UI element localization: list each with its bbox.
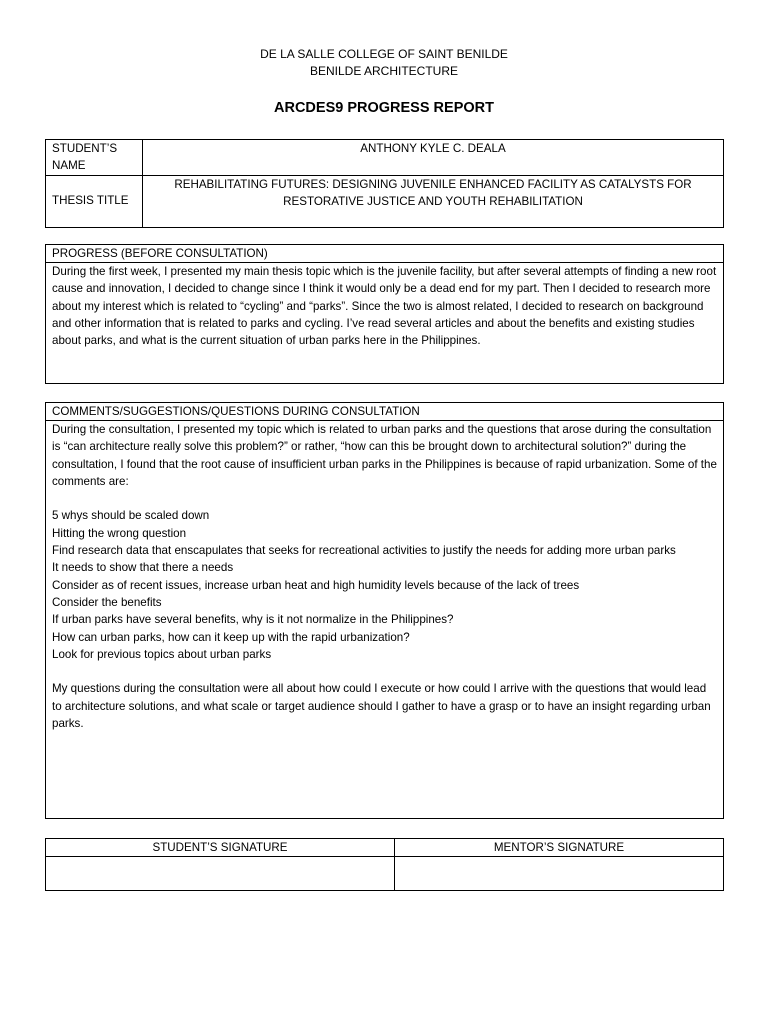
- thesis-title-value: REHABILITATING FUTURES: DESIGNING JUVENILE ENHANCED FACILITY AS CATALYSTS FOR RESTORATIVE JUSTICE AND YOUTH REHABILITATION: [143, 175, 724, 227]
- student-info-table: [45, 139, 724, 228]
- list-item: It needs to show that there a needs: [52, 561, 234, 575]
- comments-list: [52, 507, 717, 663]
- department-name: BENILDE ARCHITECTURE: [309, 64, 459, 78]
- list-item: How can urban parks, how can it keep up with the rapid urbanization?: [52, 630, 410, 644]
- list-item: Look for previous topics about urban parks: [52, 647, 272, 661]
- list-item: If urban parks have several benefits, why is it not normalize in the Philippines?: [52, 613, 454, 627]
- comments-closing: My questions during the consultation were all about how could I execute or how could I arrive with the questions that would lead to architecture solutions, and what scale or target audience should I gather to have a grasp or to have an insight regarding urban parks.: [52, 682, 711, 731]
- comments-intro: During the consultation, I presented my topic which is related to urban parks and the questions that arose during the consultation is “can architecture really solve this problem?” or rather, “how can this be brought down to architectural solution?” during the consultation, I found that the root cause of insufficient urban parks in the Philippines is because of rapid urbanization. Some of the comments are:: [52, 423, 717, 488]
- student-signature-field[interactable]: [46, 857, 395, 891]
- list-item: Consider the benefits: [52, 595, 162, 609]
- student-name-value: ANTHONY KYLE C. DEALA: [143, 140, 724, 176]
- progress-heading: PROGRESS (BEFORE CONSULTATION): [46, 245, 724, 263]
- student-name-label: STUDENT’S NAME: [46, 140, 143, 176]
- student-signature-label: STUDENT’S SIGNATURE: [46, 839, 395, 857]
- mentor-signature-label: MENTOR’S SIGNATURE: [395, 839, 724, 857]
- progress-section: [45, 244, 724, 384]
- college-header: [0, 46, 768, 80]
- thesis-title-label: THESIS TITLE: [46, 175, 143, 227]
- college-name: DE LA SALLE COLLEGE OF SAINT BENILDE: [260, 47, 508, 61]
- list-item: Hitting the wrong question: [52, 526, 187, 540]
- thesis-title-row: [46, 175, 724, 227]
- student-name-row: [46, 140, 724, 176]
- progress-body: During the first week, I presented my main thesis topic which is the juvenile facility, but after several attempts of finding a new root cause and innovation, I decided to change since I think it would only be a dead end for my part. Then I decided to research more about my interest which is related to “cycling” and “parks”. Since the two is almost related, I decided to research on background and other information that is related to parks and cycling. I’ve read several articles and about the benefits and existing studies about parks, and what is the current situation of urban parks here in the Philippines.: [52, 265, 717, 348]
- comments-section: [45, 402, 724, 819]
- list-item: Find research data that enscapulates that seeks for recreational activities to justify the needs for adding more urban parks: [52, 544, 676, 558]
- mentor-signature-field[interactable]: [395, 857, 724, 891]
- report-title: ARCDES9 PROGRESS REPORT: [274, 100, 494, 116]
- signature-table: [45, 838, 724, 891]
- comments-heading: COMMENTS/SUGGESTIONS/QUESTIONS DURING CONSULTATION: [46, 403, 724, 421]
- list-item: 5 whys should be scaled down: [52, 509, 210, 523]
- list-item: Consider as of recent issues, increase urban heat and high humidity levels because of the lack of trees: [52, 578, 580, 592]
